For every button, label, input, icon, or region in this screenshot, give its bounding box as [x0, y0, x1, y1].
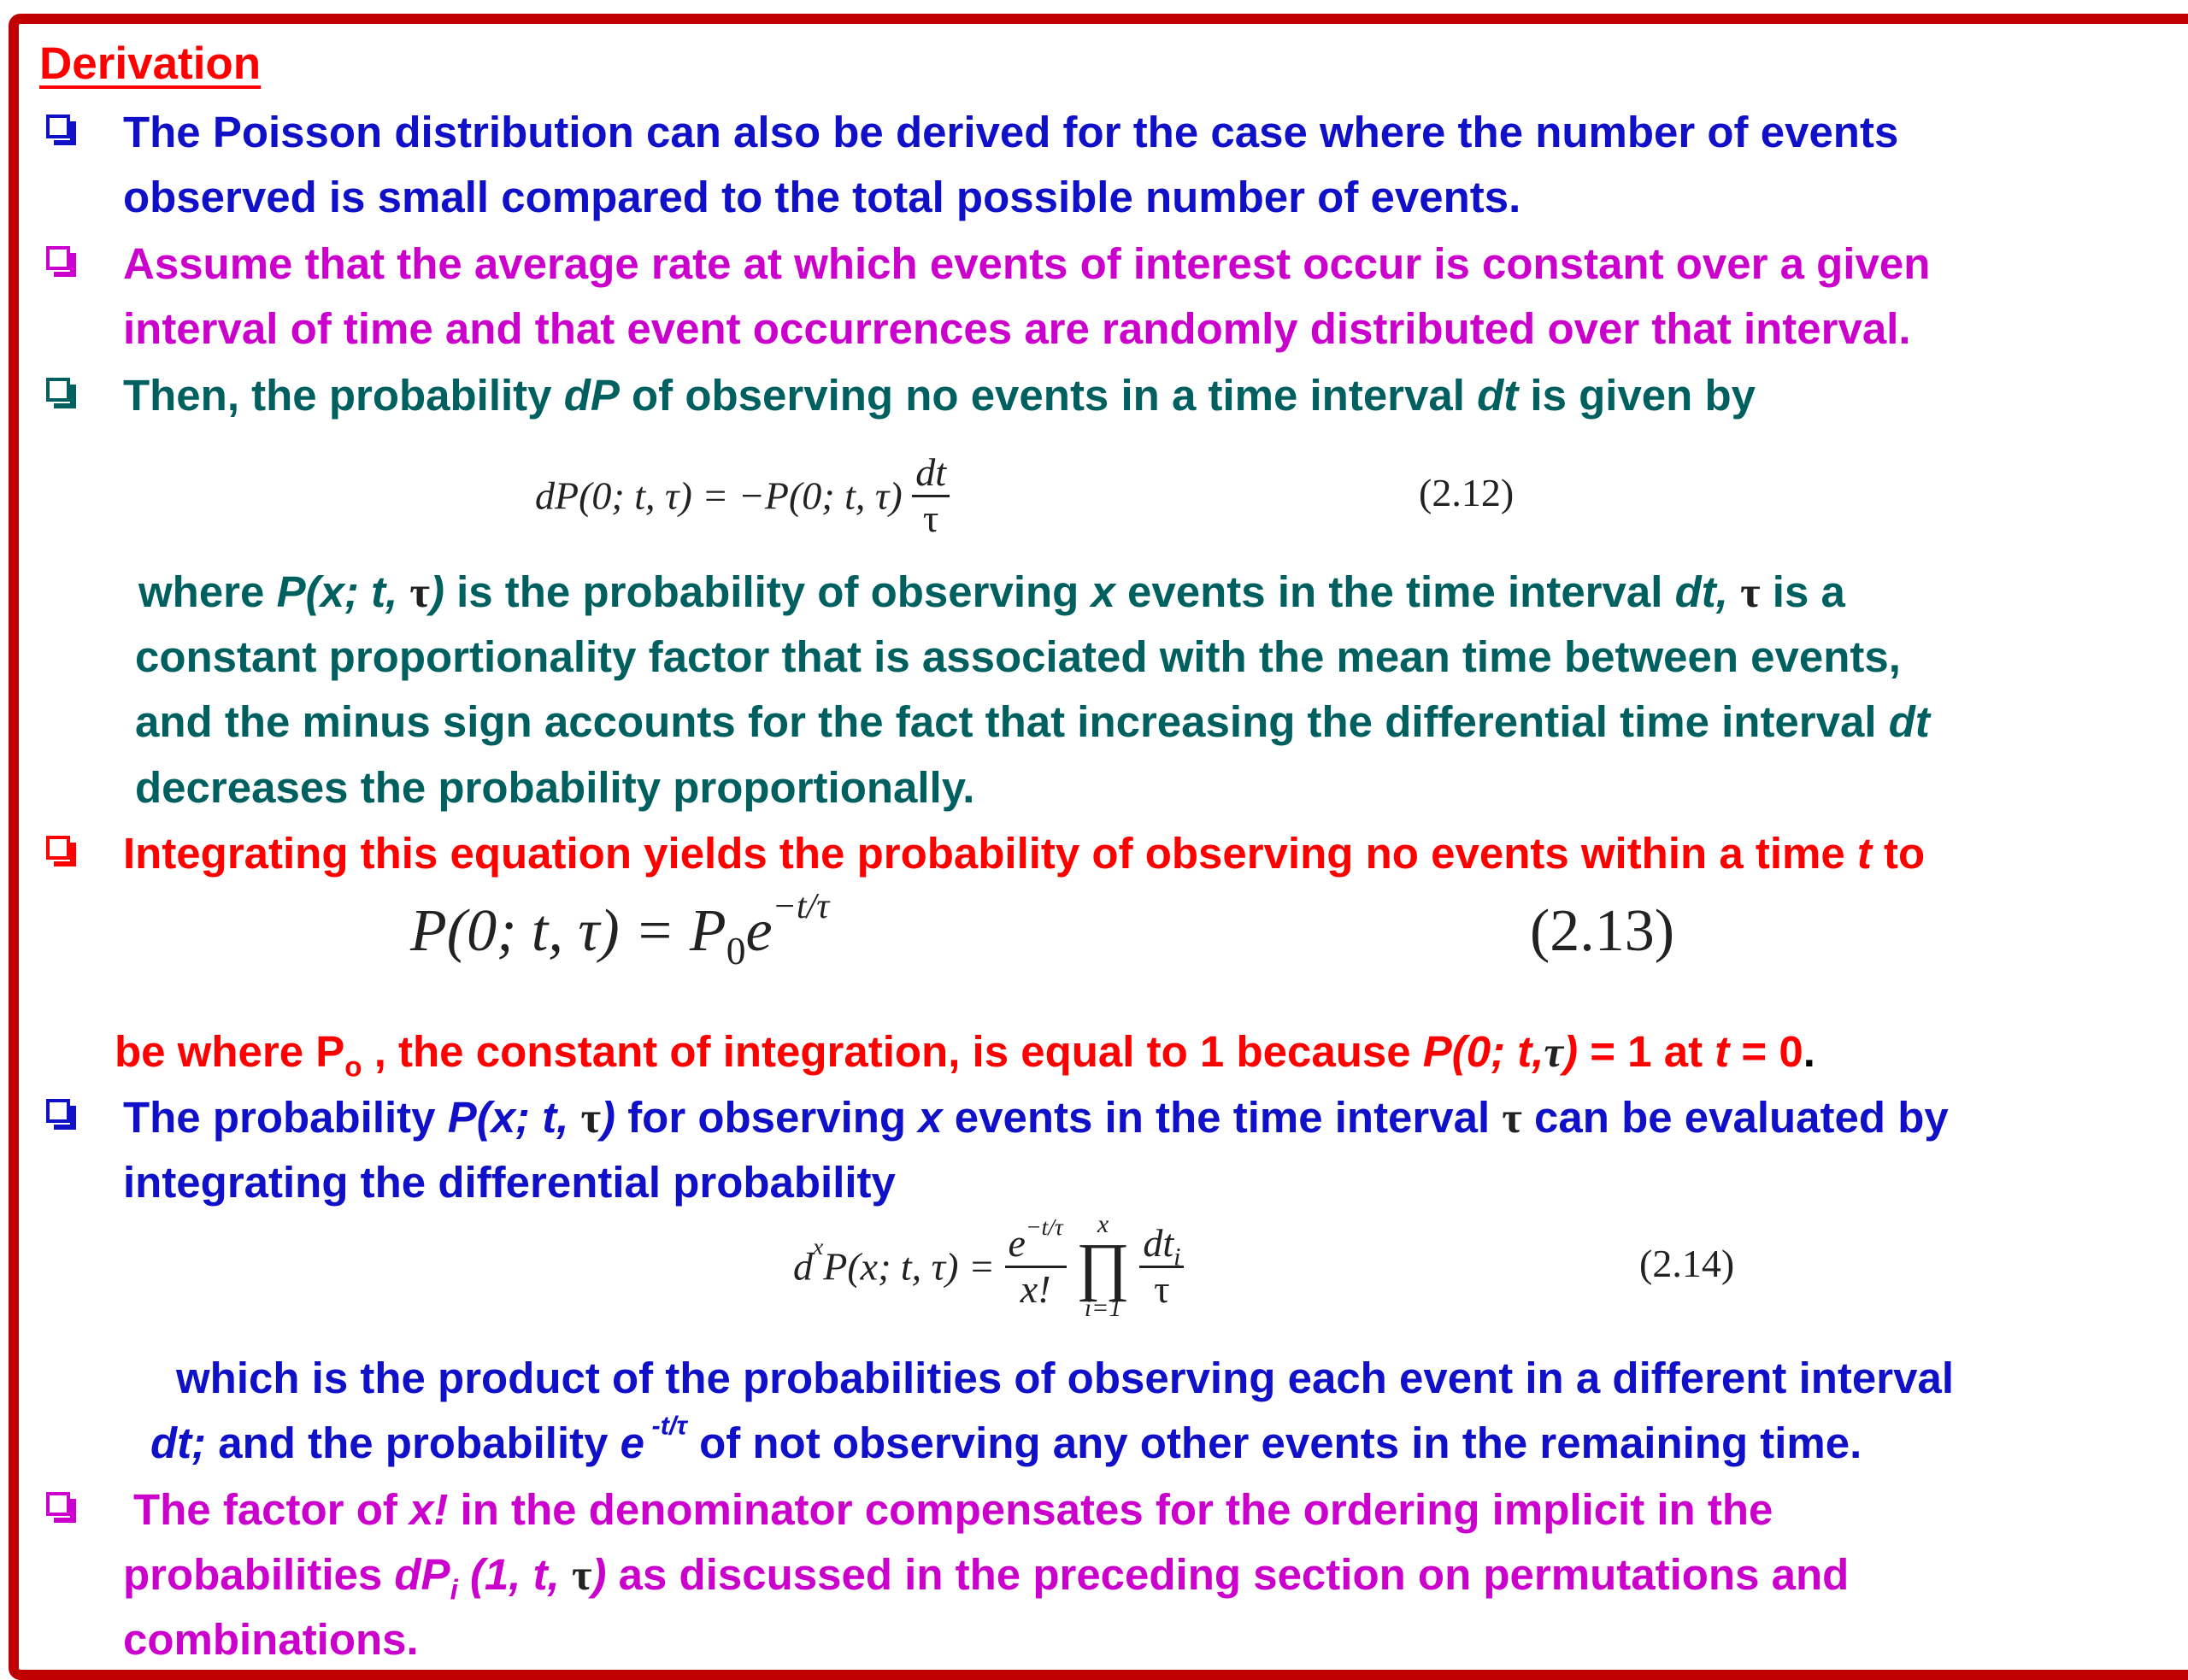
where-line-3: and the minus sign accounts for the fact that increasing the differential time interval dt	[135, 697, 1930, 746]
bullet-6-line-1: The factor of x! in the denominator compensates for the ordering implicit in the	[133, 1485, 1773, 1534]
checkbox-bullet-icon	[46, 1492, 77, 1523]
checkbox-bullet-icon	[46, 836, 77, 866]
where-line-4: decreases the probability proportionally.	[135, 763, 975, 812]
where-line-2: constant proportionality factor that is associated with the mean time between events,	[135, 632, 1901, 681]
equation-2-13-number: (2.13)	[1530, 898, 1675, 964]
bullet-6-line-2: probabilities $dP_i$ (1, t, τ) as discussed in the preceding section on permutations and	[123, 1550, 1850, 1607]
bullet-5-line-1: The probability P(x; t, τ) for observing x events in the time interval τ can be evaluated by	[123, 1093, 1949, 1143]
slide-heading: Derivation	[39, 38, 262, 89]
checkbox-bullet-icon	[46, 246, 77, 277]
bullet-2-line-1: Assume that the average rate at which events of interest occur is constant over a given	[123, 239, 1931, 288]
checkbox-bullet-icon	[46, 378, 77, 408]
be-where-line: be where $P_o$ , the constant of integration, is equal to 1 because P(0; t,τ) = 1 at t = 0.	[115, 1027, 1815, 1084]
equation-2-14-number: (2.14)	[1639, 1242, 1735, 1285]
bullet-6-line-3: combinations.	[123, 1615, 419, 1664]
bullet-1-line-1: The Poisson distribution can also be derived for the case where the number of events	[123, 108, 1899, 156]
where-line-1: where P(x; t, τ) is the probability of observing x events in the time interval dt, τ is a	[138, 567, 1845, 617]
equation-2-14: $d^xP(x$; t, τ) = $\frac{e^{-t/\tau}}{x!}$ x ∏ i=1 $\frac{dt_i}{\tau}$	[793, 1212, 1184, 1321]
which-line-2: dt; and the probability e $^{-t/\tau}$ of not observing any other events in the remaining time.	[150, 1411, 1862, 1467]
bullet-3-line-1: Then, the probability dP of observing no events in a time interval dt is given by	[123, 371, 1756, 420]
bullet-1-line-2: observed is small compared to the total possible number of events.	[123, 173, 1521, 221]
bullet-4-line-1: Integrating this equation yields the probability of observing no events within a time t to	[123, 829, 1926, 878]
checkbox-bullet-icon	[46, 115, 77, 145]
equation-2-13: P(0; t, $\tau) = P_0e^{-t/\tau}$	[410, 887, 830, 972]
bullet-2-line-2: interval of time and that event occurrences are randomly distributed over that interval.	[123, 304, 1911, 353]
checkbox-bullet-icon	[46, 1099, 77, 1130]
bullet-5-line-2: integrating the differential probability	[123, 1158, 896, 1207]
which-line-1: which is the product of the probabilities of observing each event in a different interval	[176, 1354, 1954, 1402]
equation-2-12: dP(0; t, τ) = −P(0; t, τ) $\frac{dt}{\tau}$	[535, 451, 950, 540]
equation-2-12-number: (2.12)	[1419, 471, 1515, 514]
